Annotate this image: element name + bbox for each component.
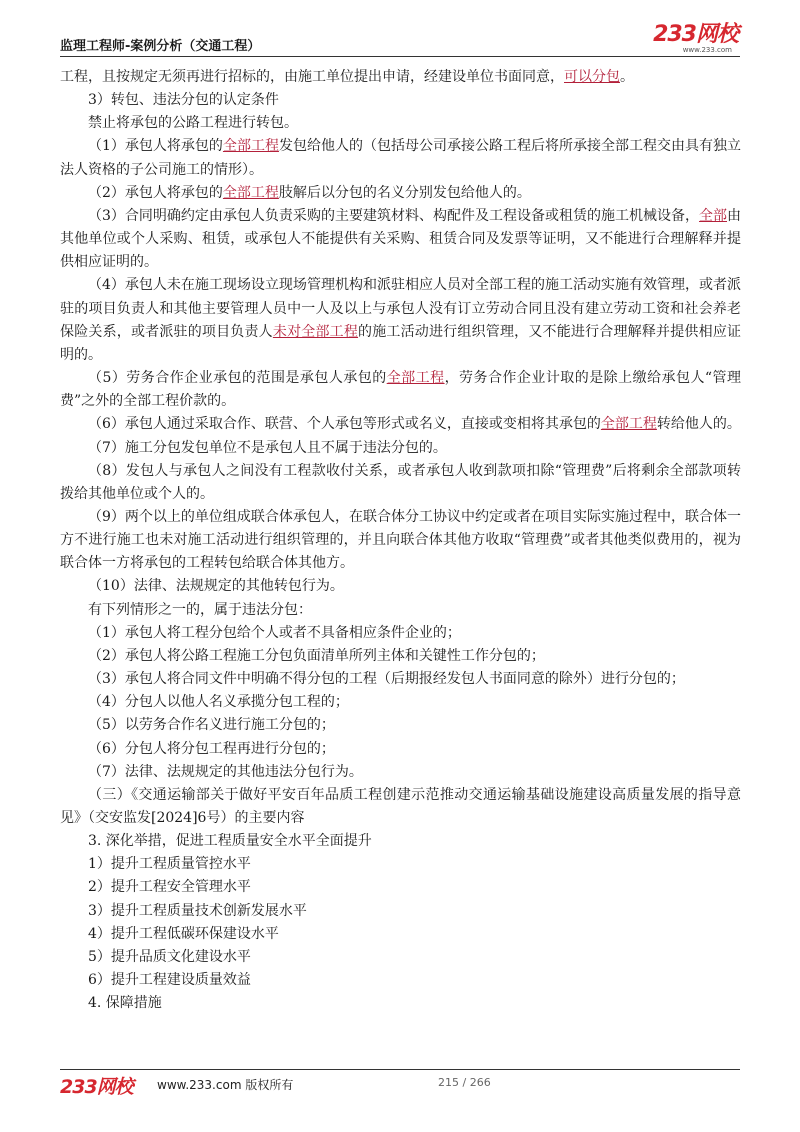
paragraph (60, 830, 741, 853)
paragraph-text: （1）承包人将工程分包给个人或者不具备相应条件企业的； (88, 624, 461, 641)
paragraph (60, 668, 741, 691)
document-body (60, 66, 741, 1015)
paragraph (60, 367, 741, 413)
paragraph-text: （5）劳务合作企业承包的范围是承包人承包的 (88, 370, 387, 387)
paragraph (60, 738, 741, 761)
paragraph-text: 禁止将承包的公路工程进行转包。 (88, 115, 298, 132)
paragraph (60, 876, 741, 899)
paragraph (60, 992, 741, 1015)
paragraph (60, 437, 741, 460)
paragraph-text: （4）承包人未在施工现场设立现场管理机构和派驻相应人员对全部工程的施工活动实施有效管理，或者派驻的项目负责人和其他主要管理人员中一人及以上与承包人没有订立劳动合同且没有建立劳动工资和社会养老保险关系，或者派驻的项目负责人 (60, 277, 741, 340)
paragraph (60, 900, 741, 923)
paragraph-text: （7）施工分包发包单位不是承包人且不属于违法分包的。 (88, 439, 447, 456)
paragraph-text: （1）承包人将承包的 (88, 138, 223, 155)
page-header (60, 22, 740, 56)
paragraph-text: ，劳务合作企业计取的是除上缴给承包人“管理费”之外的全部工程价款的。 (60, 370, 742, 410)
footer-divider (60, 1069, 740, 1070)
paragraph-text: 工程，且按规定无须再进行招标的，由施工单位提出申请，经建设单位书面同意， (60, 69, 564, 85)
paragraph (60, 205, 741, 274)
paragraph (60, 89, 741, 112)
paragraph-text: （3）合同明确约定由承包人负责采购的主要建筑材料、构配件及工程设备或租赁的施工机械设备， (88, 207, 699, 224)
paragraph (60, 112, 741, 135)
footer-copyright: www.233.com 版权所有 (157, 1078, 294, 1092)
paragraph-text: 肢解后以分包的名义分别发包给他人的。 (278, 184, 531, 201)
highlighted-term: 未对全部工程 (272, 323, 359, 340)
highlighted-term: 全部工程 (386, 370, 445, 387)
paragraph (60, 761, 741, 784)
paragraph (60, 135, 741, 181)
page-footer (60, 1072, 740, 1098)
paragraph-text: 5）提升品质文化建设水平 (88, 948, 251, 965)
highlighted-term: 全部工程 (222, 184, 279, 201)
paragraph-text: 4. 保障措施 (88, 995, 162, 1012)
paragraph-text: 由其他单位或个人采购、租赁，或承包人不能提供有关采购、租赁合同及发票等证明，又不能进行合理解释并提供相应证明的。 (60, 207, 742, 271)
paragraph (60, 274, 741, 367)
logo-text: 233网校 (653, 22, 738, 47)
paragraph-text: 发包给他人的（包括母公司承接公路工程后将所承接全部工程交由具有独立法人资格的子公司施工的情形）。 (60, 138, 742, 178)
document-title: 监理工程师-案例分析（交通工程） (60, 39, 261, 54)
footer-logo: 233网校 (60, 1076, 133, 1098)
paragraph-text: 3. 深化举措，促进工程质量安全水平全面提升 (88, 833, 372, 850)
paragraph-text: （2）承包人将承包的 (88, 184, 223, 201)
paragraph-text: 4）提升工程低碳环保建设水平 (88, 925, 279, 942)
paragraph (60, 691, 741, 714)
paragraph (60, 460, 741, 506)
paragraph (60, 784, 741, 830)
highlighted-term: 可以分包 (564, 69, 620, 85)
paragraph (60, 413, 741, 436)
paragraph-text: 有下列情形之一的，属于违法分包： (88, 601, 312, 618)
paragraph-text: （3）承包人将合同文件中明确不得分包的工程（后期报经发包人书面同意的除外）进行分包的； (88, 671, 685, 688)
header-divider (60, 56, 740, 57)
paragraph (60, 969, 741, 992)
paragraph-text: 3）转包、违法分包的认定条件 (88, 92, 279, 109)
paragraph-text: （5）以劳务合作名义进行施工分包的； (88, 717, 335, 734)
paragraph (60, 506, 741, 575)
paragraph (60, 853, 741, 876)
paragraph-text: 。 (620, 69, 634, 85)
paragraph-text: （6）承包人通过采取合作、联营、个人承包等形式或名义，直接或变相将其承包的 (88, 416, 601, 433)
paragraph-text: 转给他人的。 (656, 416, 741, 433)
paragraph-text: 的施工活动进行组织管理，又不能进行合理解释并提供相应证明的。 (60, 323, 742, 363)
page-number: 215 / 266 (438, 1076, 491, 1089)
paragraph (60, 182, 741, 205)
paragraph-text: （7）法律、法规规定的其他违法分包行为。 (88, 763, 363, 780)
paragraph (60, 645, 741, 668)
logo-url: www.233.com (682, 46, 732, 54)
paragraph-text: （4）分包人以他人名义承揽分包工程的； (88, 694, 349, 711)
paragraph-text: （10）法律、法规规定的其他转包行为。 (88, 578, 344, 595)
paragraph (60, 66, 741, 89)
paragraph-text: （三）《交通运输部关于做好平安百年品质工程创建示范推动交通运输基础设施建设高质量发展的指导意见》（交安监发[2024]6号）的主要内容 (60, 786, 741, 826)
paragraph (60, 714, 741, 737)
paragraph (60, 575, 741, 598)
paragraph (60, 622, 741, 645)
paragraph-text: 1）提升工程质量管控水平 (88, 856, 251, 873)
paragraph (60, 923, 741, 946)
paragraph-text: 6）提升工程建设质量效益 (88, 972, 251, 989)
paragraph-text: （9）两个以上的单位组成联合体承包人，在联合体分工协议中约定或者在项目实际实施过程中，联合体一方不进行施工也未对施工活动进行组织管理的，并且向联合体其他方收取“管理费”或者其他类似费用的，视为联合体一方将承包的工程转包给联合体其他方。 (60, 508, 741, 572)
highlighted-term: 全部工程 (222, 138, 279, 155)
paragraph (60, 599, 741, 622)
paragraph-text: 3）提升工程质量技术创新发展水平 (88, 902, 307, 919)
paragraph-text: （2）承包人将公路工程施工分包负面清单所列主体和关键性工作分包的； (88, 647, 545, 664)
paragraph-text: 2）提升工程安全管理水平 (88, 879, 251, 896)
highlighted-term: 全部 (699, 207, 728, 224)
paragraph (60, 946, 741, 969)
paragraph-text: （6）分包人将分包工程再进行分包的； (88, 740, 335, 757)
brand-logo (653, 24, 738, 55)
highlighted-term: 全部工程 (600, 416, 657, 433)
paragraph-text: （8）发包人与承包人之间没有工程款收付关系，或者承包人收到款项扣除“管理费”后将剩余全部款项转拨给其他单位或个人的。 (60, 462, 741, 502)
